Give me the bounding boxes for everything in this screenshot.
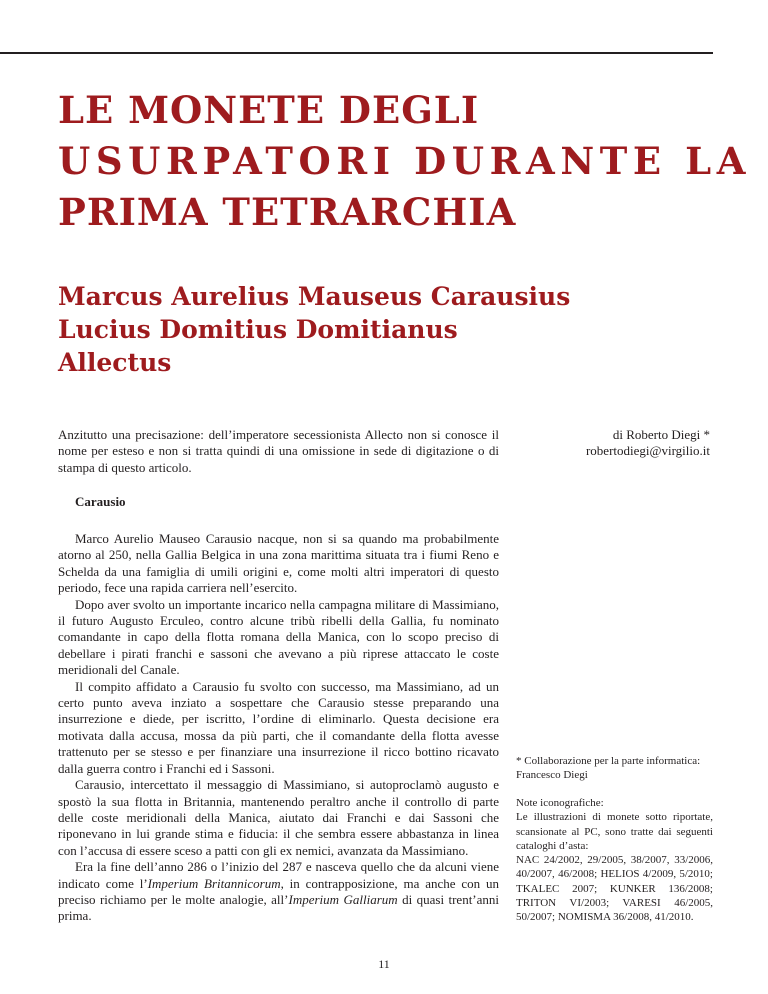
article-subtitle bbox=[58, 280, 678, 379]
collaboration-label: * Collaborazione per la parte informatica: bbox=[516, 755, 701, 767]
subtitle-line-3: Allectus bbox=[58, 348, 172, 377]
iconography-title: Note iconografiche: bbox=[516, 797, 604, 809]
title-line-1: LE MONETE DEGLI bbox=[58, 88, 480, 132]
page-number: 11 bbox=[378, 957, 390, 971]
p5-emphasis-2: Imperium Galliarum bbox=[288, 891, 398, 907]
body-paragraph-4: Carausio, intercettato il messaggio di Massimiano, si autoproclamò augusto e spostò la sua flotta in Britannia, mantenendo peraltro anche il controllo di parte delle coste meridionali della Manica, aiutato dai Franchi e dai Sassoni che riponevano in lui grande stima e fiducia: il che sembra essere abbastanza in linea con l’accusa di essere sceso a patti con gli ex nemici, avanzata da Massimiano. bbox=[58, 777, 499, 858]
p5-text-c: di quasi trent’anni prima. bbox=[58, 891, 500, 924]
title-line-3: PRIMA TETRARCHIA bbox=[58, 190, 517, 234]
p5-text-b: , in contrapposizione, ma anche con un preciso richiamo per le molte analogie, all’ bbox=[58, 875, 499, 907]
body-paragraph-3: Il compito affidato a Carausio fu svolto con successo, ma Massimiano, ad un certo punto aveva inziato a sospettare che Carausio stesse preparando una insurrezione e diede, per iscritto, l’ordine di eliminarlo. Questa decisione era motivata dalla accusa, mossa da più parti, che il comandante della flotta avesse trattenuto per se stesso e per finanziare una insurrezione il ricco bottino ricavato dalla guerra contro i Franchi ed i Sassoni. bbox=[58, 678, 499, 776]
article-title bbox=[58, 85, 752, 238]
collaboration-note bbox=[516, 754, 713, 783]
article-body bbox=[58, 531, 499, 925]
header-rule bbox=[0, 52, 713, 54]
author-email[interactable]: robertodiegi@virgilio.it bbox=[585, 443, 710, 459]
intro-paragraph: Anzitutto una precisazione: dell’imperatore secessionista Allecto non si conosce il nome per esteso e non si tratta quindi di una omissione in sede di digitazione o di stampa di questo articolo. bbox=[58, 427, 499, 475]
author-byline: di Roberto Diegi * bbox=[612, 427, 710, 442]
iconography-text: Le illustrazioni di monete sotto riportate, scansionate al PC, sono tratte dai seguenti cataloghi d’asta: bbox=[516, 811, 713, 852]
section-heading: Carausio bbox=[75, 494, 126, 509]
author-block bbox=[586, 427, 710, 460]
p5-text-a: Era la fine dell’anno 286 o l’inizio del 287 e nasceva quello che da alcuni viene indicato come l’ bbox=[58, 859, 499, 891]
collaboration-name: Francesco Diegi bbox=[516, 769, 588, 782]
p5-emphasis-1: Imperium Britannicorum bbox=[147, 875, 281, 891]
iconography-note bbox=[516, 796, 713, 925]
subtitle-line-1: Marcus Aurelius Mauseus Carausius bbox=[58, 282, 571, 311]
title-line-2: USURPATORI DURANTE LA bbox=[58, 139, 752, 183]
body-paragraph-2: Dopo aver svolto un importante incarico nella campagna militare di Massimiano, il futuro Augusto Erculeo, contro alcune tribù ribelli della Gallia, fu nominato comandante in capo della flotta romana della Manica, con lo scopo preciso di debellare i pirati franchi e sassoni che avevano a più riprese attaccato le coste meridionali del Canale. bbox=[58, 596, 499, 678]
body-paragraph-1: Marco Aurelio Mauseo Carausio nacque, non si sa quando ma probabilmente atorno al 250, nella Gallia Belgica in una zona marittima situata tra i fiumi Reno e Schelda da una famiglia di umili origini e, come molti altri imperatori di questo periodo, fece una rapida carriera nell’esercito. bbox=[58, 531, 499, 596]
body-paragraph-5 bbox=[58, 859, 499, 925]
subtitle-line-2: Lucius Domitius Domitianus bbox=[58, 315, 458, 344]
iconography-list: NAC 24/2002, 29/2005, 38/2007, 33/2006, 40/2007, 46/2008; HELIOS 4/2009, 5/2010; TKALEC 2007; KUNKER 136/2008; TRITON VI/2003; VARESI 46/2005, 50/2007; NOMISMA 36/2008, 41/2010. bbox=[516, 854, 713, 924]
